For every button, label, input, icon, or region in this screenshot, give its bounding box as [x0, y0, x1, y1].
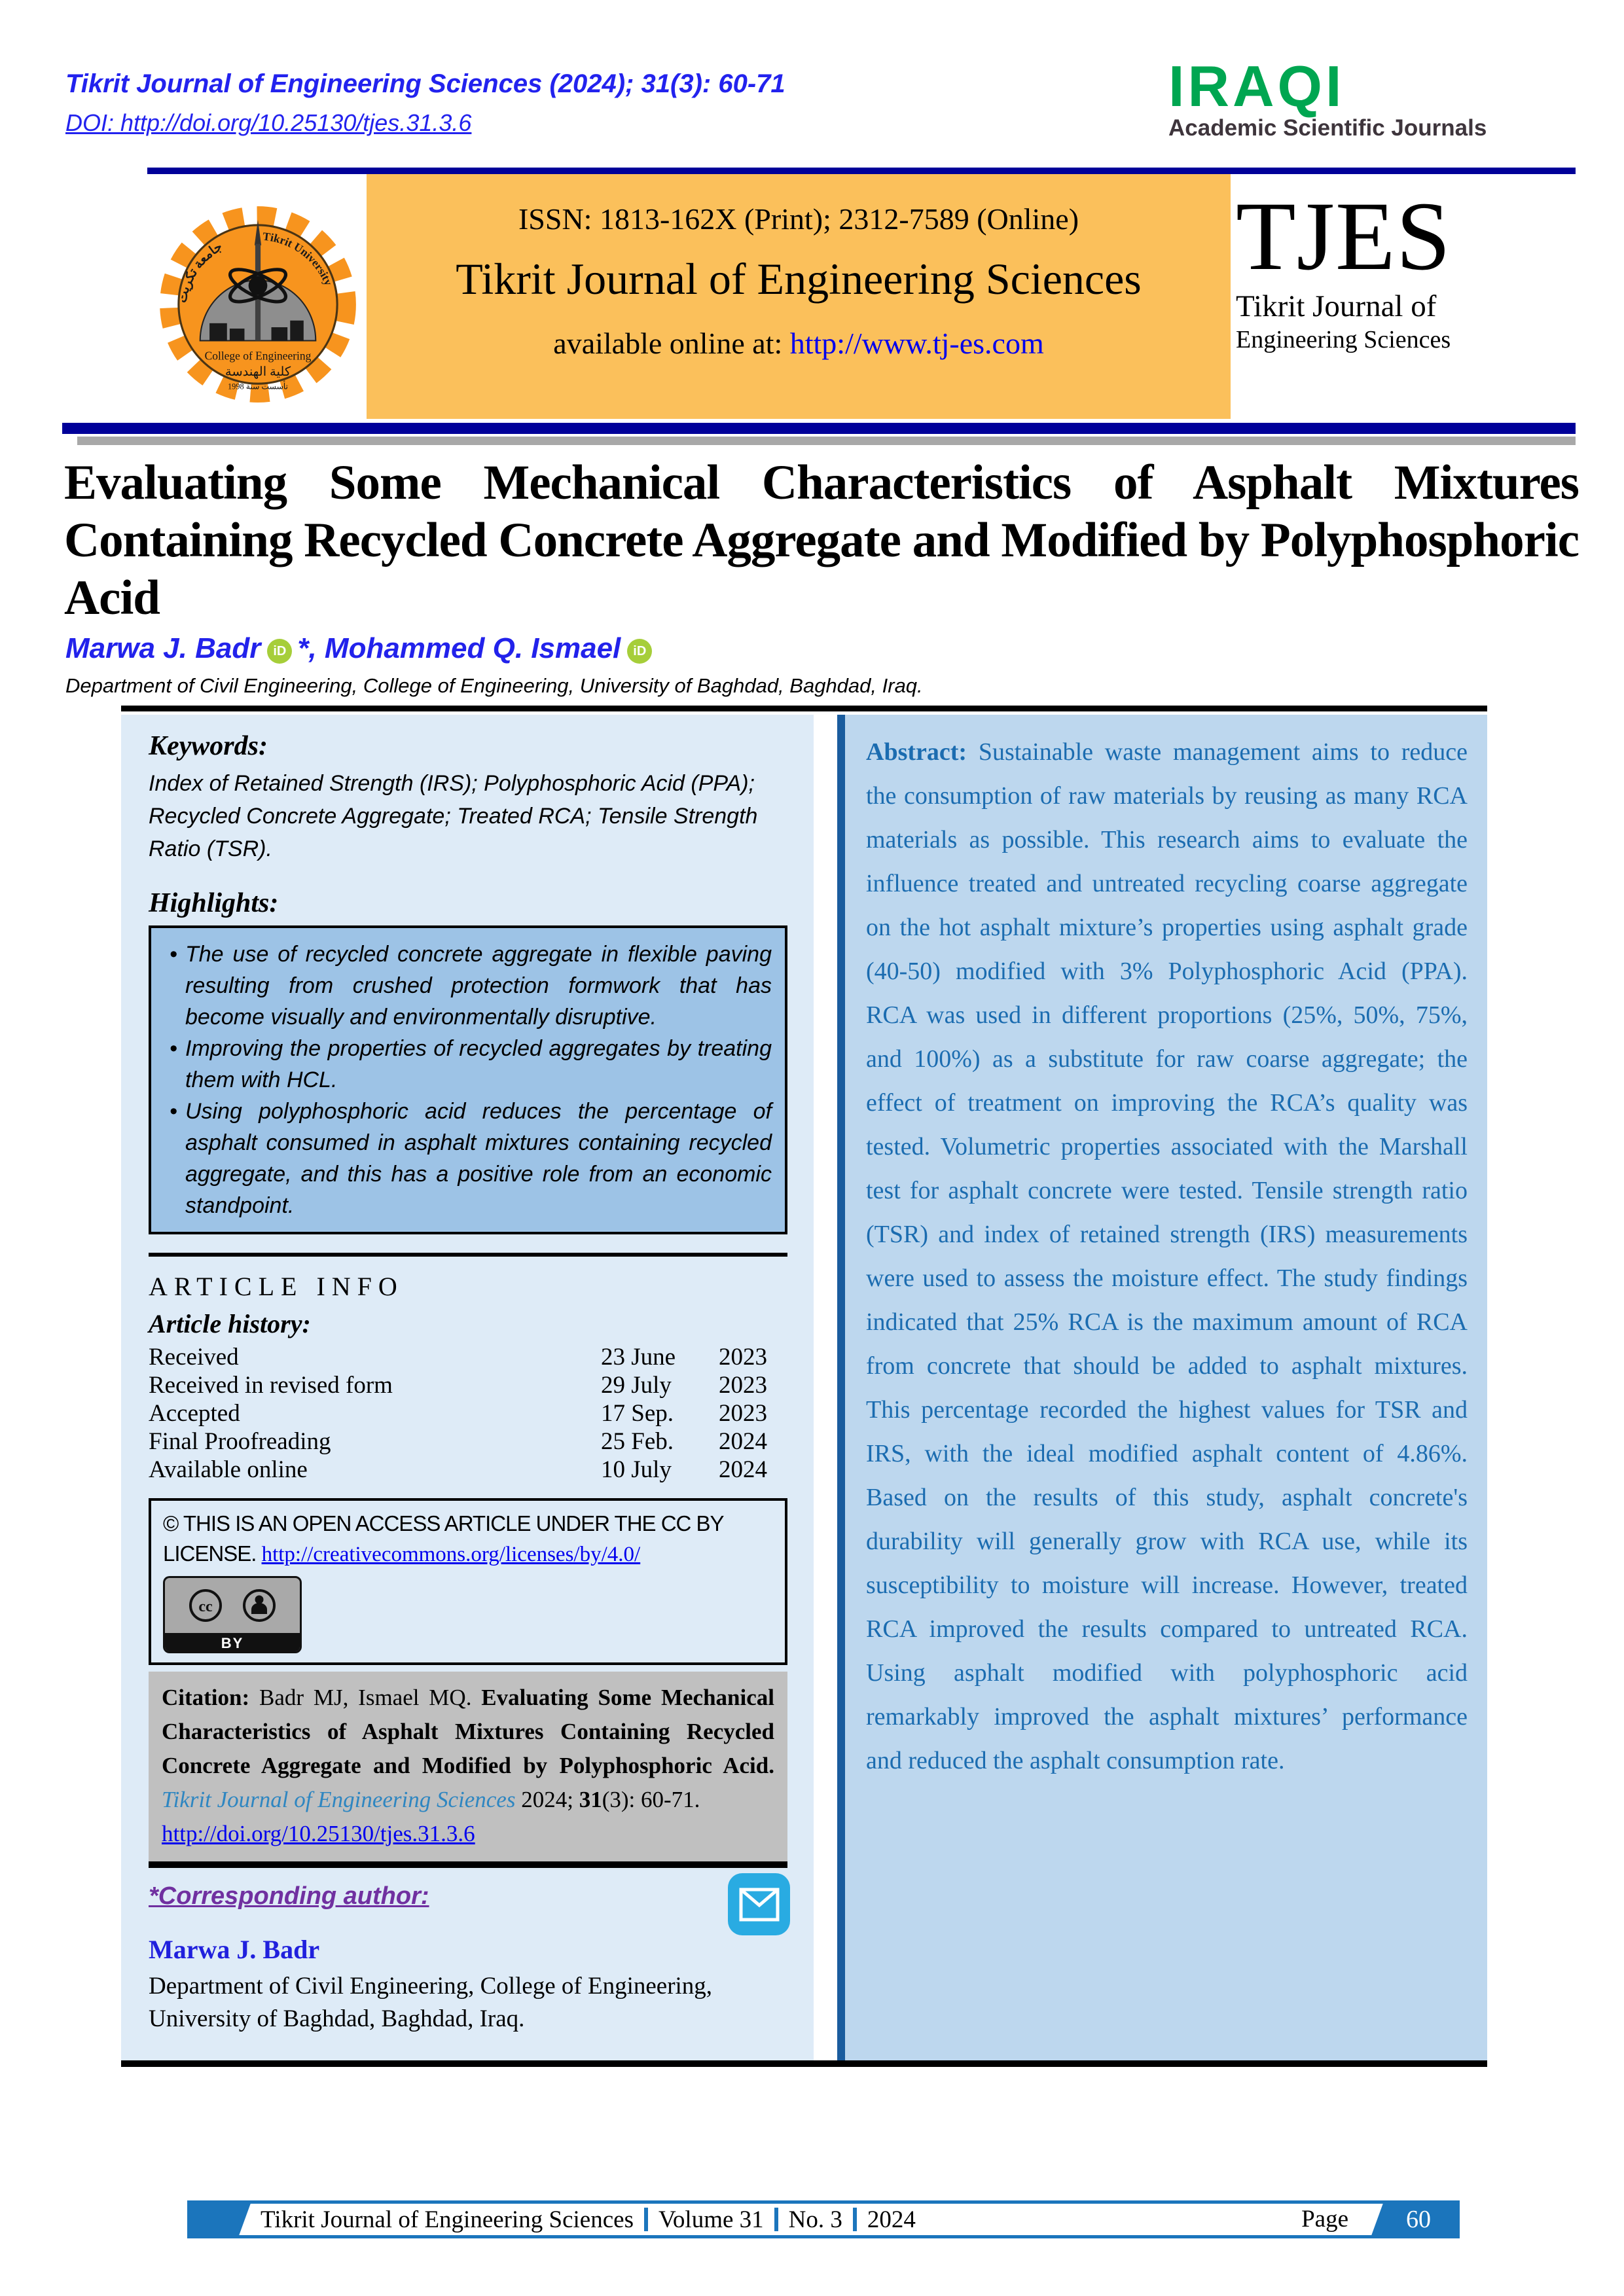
citation-label: Citation:: [162, 1685, 259, 1710]
author-separator: *,: [297, 632, 325, 664]
history-label: Received: [149, 1344, 239, 1371]
abstract-heading-colon: :: [958, 738, 979, 766]
history-row: [149, 1399, 787, 1427]
article-info-heading: ARTICLE INFO: [149, 1272, 404, 1301]
history-date: 25 Feb.: [601, 1428, 674, 1455]
footer-page-number: 60: [1406, 2206, 1431, 2233]
doi-link[interactable]: DOI: http://doi.org/10.25130/tjes.31.3.6: [65, 109, 472, 136]
corresponding-author-name: Marwa J. Badr: [149, 1935, 320, 1964]
university-crest-icon: [157, 191, 359, 414]
content-columns: [121, 715, 1487, 2060]
history-row: [149, 1427, 787, 1456]
available-online-prefix: available online at:: [553, 327, 790, 360]
tjes-logo-line1: Tikrit Journal of: [1236, 289, 1437, 323]
cc-by-badge: [163, 1576, 302, 1653]
orcid-icon[interactable]: iD: [267, 639, 292, 664]
author-2: Mohammed Q. Ismael: [324, 632, 621, 664]
publisher-logo-name: IRAQI: [1168, 54, 1345, 118]
banner-bottom-shadow-rule: [77, 437, 1576, 445]
cc-by-badge-icons: [165, 1578, 300, 1633]
citation-journal: Tikrit Journal of Engineering Sciences: [162, 1787, 522, 1812]
journal-banner: [367, 174, 1231, 419]
highlight-item: • The use of recycled concrete aggregate in flexible paving resulting from crushed protection formwork that has become visually and environmentally disruptive.: [164, 939, 772, 1033]
author-1: Marwa J. Badr: [65, 632, 261, 664]
highlight-item: • Using polyphosphoric acid reduces the percentage of asphalt consumed in asphalt mixtures containing recycled aggregate, and this has a positive role from an economic standpoint.: [164, 1096, 772, 1221]
article-title: Evaluating Some Mechanical Characteristics of Asphalt Mixtures Containing Recycled Concrete Aggregate and Modified by Polyphosphoric Acid: [64, 456, 1579, 625]
history-year: 2024: [719, 1456, 767, 1483]
open-access-statement: [163, 1509, 773, 1570]
content-bottom-rule: [121, 2060, 1487, 2067]
history-date: 23 June: [601, 1344, 676, 1371]
email-icon[interactable]: [728, 1873, 790, 1935]
banner-top-rule: [147, 168, 1576, 174]
abstract-body: Sustainable waste management aims to reduce the consumption of raw materials by reusing as many RCA materials as possible. This research aims to evaluate the influence treated and untreated recycling coarse aggregate on the hot asphalt mixture’s properties using asphalt grade (40-50) modified with 3% Polyphosphoric Acid (PPA). RCA was used in different proportions (25%, 50%, 75%, and 100%) as a substitute for raw coarse aggregate; the effect of treatment on improving the RCA’s quality was tested. Volumetric properties associated with the Marshall test for asphalt concrete were tested. Tensile strength ratio (TSR) and index of retained strength (IRS) measurements were used to assess the moisture effect. The study findings indicated that 25% RCA is the maximum amount of RCA from concrete that should be added to asphalt mixtures. This percentage recorded the highest values for TSR and IRS, with the ideal modified asphalt content of 4.86%. Based on the results of this study, asphalt concrete's durability will generally grow with RCA use, while its susceptibility to moisture will increase. However, treated RCA improved the results compared to untreated RCA. Using asphalt modified with polyphosphoric acid remarkably improved the asphalt mixtures’ performance and reduced the asphalt consumption rate.: [866, 738, 1468, 1774]
article-history-table: [149, 1343, 787, 1484]
history-row: [149, 1456, 787, 1484]
person-icon: [241, 1587, 278, 1624]
history-year: 2023: [719, 1400, 767, 1427]
footer-number: No. 3: [788, 2206, 842, 2233]
affiliation-line: Department of Civil Engineering, College of Engineering, University of Baghdad, Baghdad, Iraq.: [65, 674, 923, 697]
page-header-left: [65, 69, 785, 137]
crest-arabic-name: جامعة تكريت: [175, 240, 225, 304]
citation-title: Evaluating Some Mechanical Characteristics of Asphalt Mixtures Containing Recycled Concrete Aggregate and Modified by Polyphosphoric Acid.: [162, 1685, 775, 1778]
available-online-line: [367, 326, 1231, 361]
footer-year: 2024: [867, 2206, 916, 2233]
corresponding-author-affiliation: Department of Civil Engineering, College of Engineering, University of Baghdad, Baghdad, Iraq.: [149, 1973, 713, 2032]
history-row: [149, 1343, 787, 1371]
highlights-box: [149, 925, 787, 1234]
footer-text-row: [187, 2200, 1460, 2238]
crest-college-arabic: كلية الهندسة: [225, 365, 291, 379]
citation-issue-pages: (3): 60-71.: [602, 1787, 700, 1812]
running-head: Tikrit Journal of Engineering Sciences (2024); 31(3): 60-71: [65, 69, 785, 98]
footer-separator: [774, 2208, 778, 2231]
corresponding-author-heading: *Corresponding author:: [149, 1882, 429, 1910]
crest-established: تأسست سنة 1998: [228, 382, 288, 391]
article-info-panel: [121, 715, 814, 2060]
history-label: Final Proofreading: [149, 1428, 331, 1455]
orcid-icon[interactable]: iD: [627, 639, 652, 664]
footer-journal: Tikrit Journal of Engineering Sciences: [261, 2206, 634, 2233]
university-logo: [149, 174, 367, 431]
journal-name: Tikrit Journal of Engineering Sciences: [456, 254, 1142, 304]
tjes-logo: [1231, 174, 1476, 431]
abstract-heading-word: Abstract: [866, 738, 959, 766]
publisher-logo-tagline: Academic Scientific Journals: [1168, 115, 1487, 141]
highlights-heading: Highlights:: [149, 888, 279, 918]
tjes-acronym: TJES: [1236, 182, 1452, 291]
tjes-logo-line2: Engineering Sciences: [1236, 325, 1451, 353]
journal-website-link[interactable]: http://www.tj-es.com: [789, 327, 1044, 360]
column-gutter: [814, 715, 837, 2060]
affiliation-divider: [121, 706, 1487, 711]
history-label: Available online: [149, 1456, 308, 1483]
page-footer: [187, 2200, 1460, 2238]
open-access-box: [149, 1498, 787, 1665]
citation-year: 2024;: [521, 1787, 579, 1812]
open-access-text: © THIS IS AN OPEN ACCESS ARTICLE UNDER THE CC BY LICENSE.: [163, 1511, 723, 1566]
highlight-item: • Improving the properties of recycled aggregates by treating them with HCL.: [164, 1033, 772, 1096]
cc-by-badge-label: BY: [165, 1633, 300, 1653]
cc-icon-label: cc: [198, 1598, 213, 1615]
abstract-heading: [866, 738, 979, 766]
crest-college-english: College of Engineering: [204, 349, 312, 363]
footer-separator: [853, 2208, 857, 2231]
authors-line: [65, 632, 657, 665]
keywords-heading: Keywords:: [149, 731, 268, 761]
history-date: 10 July: [601, 1456, 672, 1483]
article-info-divider: [149, 1253, 787, 1257]
article-history-heading: Article history:: [149, 1309, 311, 1338]
crest-english-name: Tikrit University: [262, 229, 336, 288]
citation-doi-link[interactable]: http://doi.org/10.25130/tjes.31.3.6: [162, 1821, 475, 1846]
issn-line: ISSN: 1813-162X (Print); 2312-7589 (Online): [518, 202, 1079, 236]
footer-volume: Volume 31: [658, 2206, 764, 2233]
cc-icon: [187, 1587, 224, 1624]
history-row: [149, 1371, 787, 1399]
license-link[interactable]: http://creativecommons.org/licenses/by/4.0/: [261, 1543, 641, 1566]
citation-volume: 31: [579, 1787, 602, 1812]
citation-box: [149, 1672, 787, 1868]
history-year: 2024: [719, 1428, 767, 1455]
abstract-panel: [837, 715, 1487, 2060]
history-year: 2023: [719, 1344, 767, 1371]
corresponding-author-row: [149, 1882, 787, 1910]
publisher-logo: [1168, 54, 1522, 141]
footer-separator: [644, 2208, 648, 2231]
abstract-text: [866, 730, 1468, 1783]
history-date: 29 July: [601, 1372, 672, 1399]
history-year: 2023: [719, 1372, 767, 1399]
history-date: 17 Sep.: [601, 1400, 674, 1427]
history-label: Received in revised form: [149, 1372, 393, 1399]
footer-page-label: Page: [1301, 2206, 1348, 2233]
keywords-text: Index of Retained Strength (IRS); Polyphosphoric Acid (PPA); Recycled Concrete Aggregate; Treated RCA; Tensile Strength Ratio (TSR).: [149, 771, 758, 861]
citation-authors: Badr MJ, Ismael MQ.: [259, 1685, 482, 1710]
history-label: Accepted: [149, 1400, 240, 1427]
banner-bottom-rule: [62, 423, 1576, 434]
